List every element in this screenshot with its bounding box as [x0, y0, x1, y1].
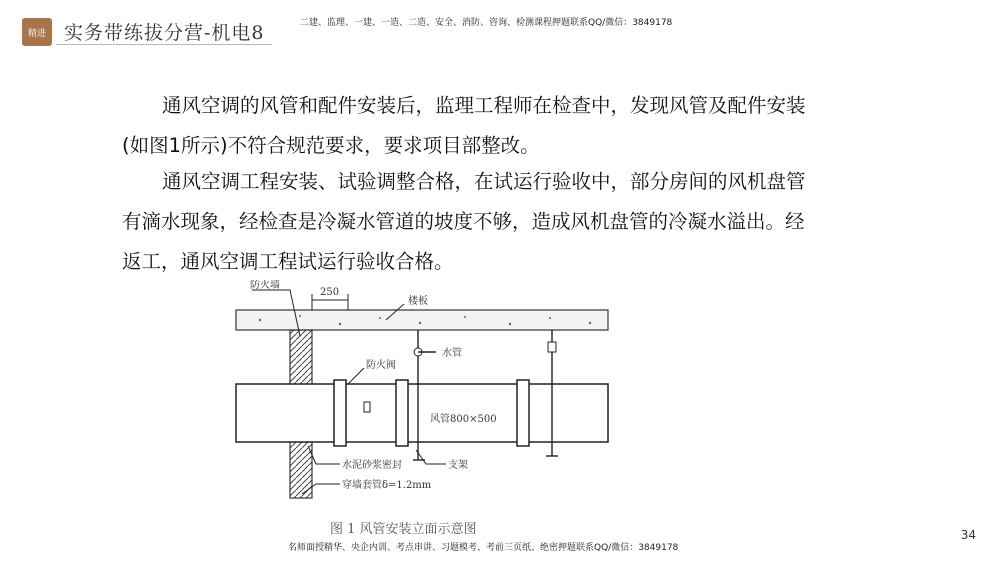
label-cement-seal: 水泥砂浆密封 — [342, 460, 402, 471]
paragraph-2-text: 通风空调工程安装、试验调整合格，在试运行验收中，部分房间的风机盘管有滴水现象，经检查是冷凝水管道的坡度不够，造成风机盘管的冷凝水溢出。经返工，通风空调工程试运行验收合格。 — [122, 170, 806, 273]
support-leader — [416, 450, 446, 464]
flange-right — [396, 380, 408, 446]
paragraph-2 — [122, 162, 812, 282]
paragraph-1 — [122, 86, 812, 166]
label-support: 支架 — [448, 460, 468, 471]
label-floor-slab: 楼板 — [408, 296, 428, 307]
bottom-contact-banner: 名师面授精华、央企内训、考点串讲、习题模考、考前三页纸、绝密押题联系QQ/微信：3849178 — [288, 543, 679, 553]
floor-slab — [236, 310, 608, 330]
figure-caption: 图 1 风管安装立面示意图 — [330, 522, 477, 537]
fire-damper-leader — [348, 368, 364, 384]
label-dimension: 250 — [320, 287, 340, 298]
paragraph-1-text: 通风空调的风管和配件安装后，监理工程师在检查中，发现风管及配件安装(如图1所示)不符合规范要求，要求项目部整改。 — [122, 94, 806, 157]
course-title: 实务带练拔分营-机电8 — [64, 22, 265, 44]
label-fire-damper: 防火阀 — [366, 360, 396, 371]
title-underline — [56, 44, 272, 45]
duct-diagram — [230, 280, 620, 518]
label-fire-wall: 防火墙 — [250, 280, 280, 291]
flange-far — [517, 380, 529, 446]
hanger-clamp-2 — [548, 342, 556, 352]
top-contact-banner: 二建、监理、一建、一造、二造、安全、消防、咨询、检测课程押题联系QQ/微信：3849178 — [300, 18, 673, 28]
label-water-pipe: 水管 — [442, 348, 462, 359]
fire-damper-handle — [364, 402, 370, 412]
seal-leader — [308, 446, 340, 464]
flange-left — [334, 380, 346, 446]
duct-installation-figure — [230, 280, 620, 518]
logo: 精进 — [22, 18, 52, 46]
page-number: 34 — [960, 528, 976, 542]
label-duct: 风管800×500 — [430, 414, 497, 425]
label-sleeve: 穿墙套管δ=1.2mm — [342, 480, 432, 491]
